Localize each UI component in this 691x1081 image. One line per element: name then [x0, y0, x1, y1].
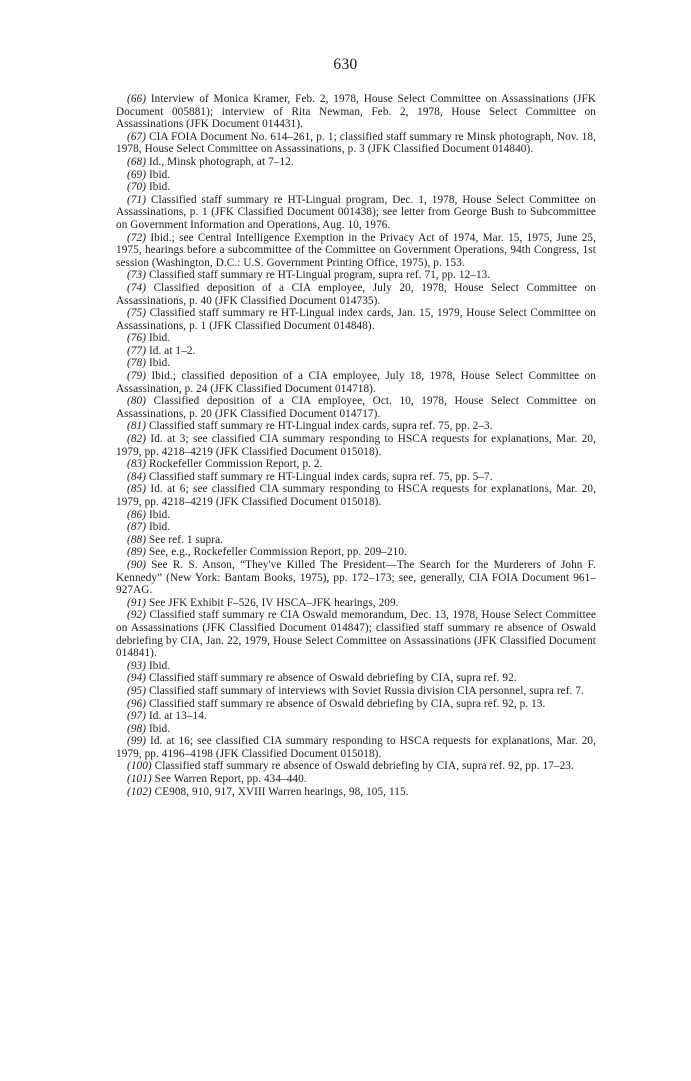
endnote-number: (85): [127, 483, 147, 496]
endnote-number: (98): [127, 722, 147, 735]
endnote: [116, 420, 596, 433]
endnote-text: Ibid.: [148, 521, 171, 534]
endnote-text: Classified staff summary re CIA Oswald memorandum, Dec. 13, 1978, House Select Committee on Assassinations (JFK Classified Document 014847); classified staff summary re absence of Oswald debriefing by CIA, Jan. 22, 1979, House Select Committee on Assassinations (JFK Classified Document 014841).: [116, 609, 596, 660]
endnote-text: See Warren Report, pp. 434–440.: [154, 773, 307, 786]
endnote: [116, 710, 596, 723]
endnote: [116, 685, 596, 698]
endnote-text: Ibid.; classified deposition of a CIA employee, July 18, 1978, House Select Committee on Assassination, p. 24 (JFK Classified Document 014718).: [116, 370, 596, 395]
endnote-number: (94): [127, 672, 147, 685]
endnote: [116, 786, 596, 799]
endnote: [116, 433, 596, 458]
endnote: [116, 345, 596, 358]
endnote-number: (70): [127, 181, 147, 194]
endnote-text: Classified staff summary re HT-Lingual program, Dec. 1, 1978, House Select Committee on Assassinations, p. 1 (JFK Classified Document 001438); see letter from George Bush to Subcommittee on Government Information and Operations, Aug. 10, 1976.: [116, 193, 597, 231]
endnote-text: Ibid.; see Central Intelligence Exemption in the Privacy Act of 1974, Mar. 15, 1975, June 25, 1975, hearings before a subcommittee of the Committee on Government Operations, 94th Congress, 1st session (Washington, D.C.: U.S. Government Printing Office, 1975), p. 153.: [116, 231, 596, 269]
endnote-text: Ibid.: [148, 357, 171, 370]
endnote-number: (100): [127, 760, 152, 773]
endnote-text: Id. at 13–14.: [148, 710, 207, 723]
endnote-text: CIA FOIA Document No. 614–261, p. 1; classified staff summary re Minsk photograph, Nov. 18, 1978, House Select Committee on Assassinations, p. 3 (JFK Classified Document 014840).: [116, 130, 596, 156]
endnote: [116, 773, 596, 786]
endnote-number: (93): [127, 659, 147, 672]
endnote: [116, 735, 596, 760]
endnote-text: See JFK Exhibit F–526, IV HSCA–JFK hearings, 209.: [148, 596, 399, 609]
endnote: [116, 194, 596, 232]
endnote-text: Classified deposition of a CIA employee, Oct. 10, 1978, House Select Committee on Assassinations, p. 20 (JFK Classified Document 014717).: [116, 395, 596, 420]
endnote-number: (101): [127, 773, 152, 786]
endnote: [116, 370, 596, 395]
endnote-number: (84): [127, 470, 147, 483]
endnote: [116, 509, 596, 522]
endnote-text: See R. S. Anson, “They've Killed The President—The Search for the Murderers of John F. Kennedy” (New York: Bantam Books, 1975), pp. 172–173; see, generally, CIA FOIA Document 961–927AG.: [116, 558, 596, 597]
endnote-text: Id. at 1–2.: [148, 344, 196, 357]
endnote-text: See ref. 1 supra.: [148, 533, 224, 546]
endnote-number: (73): [127, 269, 147, 282]
endnote: [116, 156, 596, 169]
endnote: [116, 169, 596, 182]
endnote: [116, 93, 596, 131]
endnote: [116, 597, 596, 610]
endnote: [116, 181, 596, 194]
endnote-number: (95): [127, 684, 147, 697]
endnote: [116, 760, 596, 773]
endnote-number: (82): [127, 433, 147, 446]
endnote-number: (96): [127, 697, 147, 710]
endnote-text: CE908, 910, 917, XVIII Warren hearings, 98, 105, 115.: [154, 785, 409, 798]
endnote-number: (67): [127, 130, 147, 143]
endnote-number: (91): [127, 596, 147, 609]
endnote-number: (92): [127, 609, 147, 622]
endnote-text: Ibid.: [148, 332, 171, 345]
endnote-number: (80): [127, 395, 147, 408]
endnote-number: (87): [127, 521, 147, 534]
endnote-text: Interview of Monica Kramer, Feb. 2, 1978, House Select Committee on Assassinations (JFK Document 005881); interview of Rita Newman, Feb. 2, 1978, House Select Committee on Assassinations (JFK Document 014431).: [116, 93, 597, 131]
endnote-number: (88): [127, 533, 147, 546]
endnote-number: (89): [127, 546, 147, 559]
endnote-text: Ibid.: [148, 722, 171, 735]
endnotes-list: [116, 93, 596, 798]
endnote: [116, 559, 596, 597]
endnote-text: Id. at 16; see classified CIA summary responding to HSCA requests for explanations, Mar. 20, 1979, pp. 4196–4198 (JFK Classified Document 015018).: [116, 735, 596, 760]
endnote-text: Rockefeller Commission Report, p. 2.: [148, 458, 323, 471]
endnote-number: (78): [127, 357, 147, 370]
endnote-text: Classified staff summary re HT-Lingual index cards, supra ref. 75, pp. 2–3.: [148, 420, 493, 433]
endnote-text: Id., Minsk photograph, at 7–12.: [148, 155, 294, 168]
endnote-number: (81): [127, 420, 147, 433]
endnote-number: (97): [127, 710, 147, 723]
endnote: [116, 471, 596, 484]
endnote: [116, 269, 596, 282]
endnote-number: (77): [127, 344, 147, 357]
endnote-text: Ibid.: [148, 659, 171, 672]
endnote: [116, 282, 596, 307]
endnote: [116, 698, 596, 711]
endnote: [116, 232, 596, 270]
endnote-number: (71): [127, 193, 147, 206]
endnote-text: Id. at 3; see classified CIA summary responding to HSCA requests for explanations, Mar. 20, 1979, pp. 4218–4219 (JFK Classified Document 015018).: [116, 433, 596, 458]
endnote-text: Classified staff summary re HT-Lingual index cards, supra ref. 75, pp. 5–7.: [148, 470, 493, 483]
page-number: 630: [333, 56, 358, 73]
endnote: [116, 609, 596, 659]
endnote-number: (83): [127, 458, 147, 471]
endnote: [116, 332, 596, 345]
endnote-number: (79): [127, 370, 147, 383]
endnote: [116, 131, 596, 156]
endnote-text: Ibid.: [148, 508, 171, 521]
endnote-text: Classified staff summary re absence of Oswald debriefing by CIA, supra ref. 92.: [148, 672, 517, 685]
endnote: [116, 458, 596, 471]
endnote-text: Ibid.: [148, 168, 171, 181]
endnote-number: (90): [127, 558, 147, 571]
endnote-text: Classified staff summary re HT-Lingual program, supra ref. 71, pp. 12–13.: [148, 269, 491, 282]
endnote-number: (86): [127, 508, 147, 521]
endnote-number: (66): [127, 93, 147, 105]
endnote-number: (72): [127, 231, 147, 244]
endnote-text: Classified staff summary re absence of Oswald debriefing by CIA, supra ref. 92, p. 13.: [148, 697, 546, 710]
endnote-number: (75): [127, 307, 147, 320]
endnote: [116, 395, 596, 420]
endnote-number: (69): [127, 168, 147, 181]
endnote: [116, 521, 596, 534]
endnote-text: Id. at 6; see classified CIA summary responding to HSCA requests for explanations, Mar. 20, 1979, pp. 4218–4219 (JFK Classified Document 015018).: [116, 483, 596, 508]
endnote: [116, 357, 596, 370]
endnote: [116, 672, 596, 685]
endnote-number: (76): [127, 332, 147, 345]
endnote-text: Ibid.: [148, 181, 171, 194]
endnote: [116, 660, 596, 673]
endnote-number: (99): [127, 735, 147, 748]
endnote-number: (68): [127, 155, 147, 168]
endnote-text: Classified deposition of a CIA employee, July 20, 1978, House Select Committee on Assassinations, p. 40 (JFK Classified Document 014735).: [116, 281, 596, 307]
endnote: [116, 723, 596, 736]
endnote-number: (74): [127, 281, 147, 294]
endnote: [116, 483, 596, 508]
endnote-text: See, e.g., Rockefeller Commission Report, pp. 209–210.: [148, 546, 407, 559]
endnote-text: Classified staff summary of interviews with Soviet Russia division CIA personnel, supra ref. 7.: [148, 684, 584, 697]
endnote: [116, 546, 596, 559]
endnote-text: Classified staff summary re HT-Lingual index cards, Jan. 15, 1979, House Select Committee on Assassinations, p. 1 (JFK Classified Document 014848).: [116, 307, 596, 332]
endnote: [116, 307, 596, 332]
endnote: [116, 534, 596, 547]
endnote-text: Classified staff summary re absence of Oswald debriefing by CIA, supra ref. 92, pp. 17–23.: [154, 760, 574, 773]
endnote-number: (102): [127, 785, 152, 798]
